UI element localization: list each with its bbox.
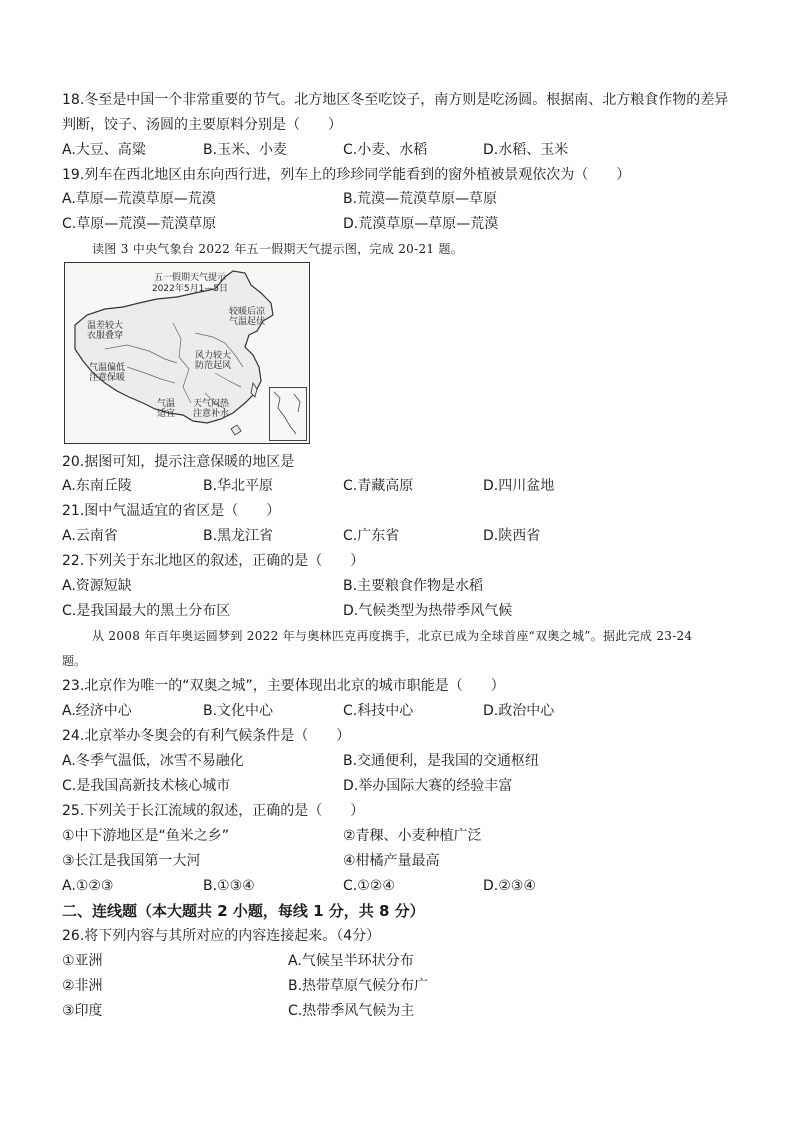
q19-option-d: D.荒漠草原—草原—荒漠: [343, 216, 499, 232]
q26-right-b: B.热带草原气候分布广: [288, 978, 429, 994]
q25-option-a: A.①②③: [62, 878, 114, 894]
map-title-line2: 2022年5月1—5日: [151, 284, 229, 294]
q21-option-c: C.广东省: [343, 528, 400, 544]
q19-option-b: B.荒漠—荒漠草原—草原: [343, 191, 498, 207]
q21-option-a: A.云南省: [62, 528, 118, 544]
q20-option-c: C.青藏高原: [343, 478, 414, 494]
q18-option-a: A.大豆、高粱: [62, 142, 146, 158]
q25-statement-4: ④柑橘产量最高: [343, 853, 440, 869]
south-china-sea-inset: [269, 387, 307, 441]
map-title-line1: 五一假期天气提示: [153, 273, 226, 283]
q23-stem: 23.北京作为唯一的“双奥之城”，主要体现出北京的城市职能是（ ）: [62, 678, 505, 694]
q26-left-3: ③印度: [62, 1003, 103, 1019]
q26-left-2: ②非洲: [62, 978, 103, 994]
q25-statement-1: ①中下游地区是“鱼米之乡”: [62, 828, 230, 844]
map-label-temp-diff-text: 温差较大 衣服叠穿: [87, 321, 124, 341]
section-2-heading: 二、连线题（本大题共 2 小题，每线 1 分，共 8 分）: [62, 902, 425, 920]
map-label-humid-text: 天气闷热 注意补水: [193, 399, 230, 419]
map-label-humid: [193, 399, 229, 419]
map-label-northeast: [229, 307, 265, 327]
q21-option-b: B.黑龙江省: [203, 528, 274, 544]
q24-option-c: C.是我国高新技术核心城市: [62, 778, 231, 794]
q23-option-c: C.科技中心: [343, 703, 414, 719]
map-label-mild: [157, 399, 175, 419]
q22-option-a: A.资源短缺: [62, 578, 132, 594]
q21-option-d: D.陕西省: [483, 528, 541, 544]
q18-option-d: D.水稻、玉米: [483, 142, 569, 158]
q22-stem: 22.下列关于东北地区的叙述，正确的是（ ）: [62, 553, 365, 569]
intro-20-21: 读图 3 中央气象台 2022 年五一假期天气提示图，完成 20-21 题。: [92, 242, 464, 256]
intro-23-24-line1: 从 2008 年百年奥运圆梦到 2022 年与奥林匹克再度携手，北京已成为全球首座“双奥之城”。据此完成 23-24: [92, 629, 693, 643]
q18-option-c: C.小麦、水稻: [343, 142, 428, 158]
q19-option-c: C.草原—荒漠—荒漠草原: [62, 216, 217, 232]
map-label-temp-diff: [87, 321, 123, 341]
q26-right-c: C.热带季风气候为主: [288, 1003, 415, 1019]
inset-outline: [270, 388, 306, 440]
q25-option-b: B.①③④: [203, 878, 255, 894]
q20-option-b: B.华北平原: [203, 478, 274, 494]
map-label-wind-text: 风力较大 防范起风: [195, 351, 232, 371]
q24-stem: 24.北京举办冬奥会的有利气候条件是（ ）: [62, 728, 351, 744]
q24-option-a: A.冬季气温低，冰雪不易融化: [62, 753, 244, 769]
map-label-cold-text: 气温偏低 注意保暖: [89, 363, 126, 383]
q26-left-1: ①亚洲: [62, 953, 103, 969]
weather-map-figure: [64, 262, 310, 444]
q20-option-d: D.四川盆地: [483, 478, 555, 494]
q24-option-b: B.交通便利，是我国的交通枢纽: [343, 753, 540, 769]
q26-stem: 26.将下列内容与其所对应的内容连接起来。（4分）: [62, 928, 381, 944]
map-label-wind: [195, 351, 231, 371]
q21-stem: 21.图中气温适宜的省区是（ ）: [62, 503, 281, 519]
q25-statement-3: ③长江是我国第一大河: [62, 853, 201, 869]
q24-option-d: D.举办国际大赛的经验丰富: [343, 778, 513, 794]
q22-option-d: D.气候类型为热带季风气候: [343, 603, 513, 619]
q25-stem: 25.下列关于长江流域的叙述，正确的是（ ）: [62, 803, 365, 819]
q23-option-a: A.经济中心: [62, 703, 132, 719]
q18-stem-line1: 18.冬至是中国一个非常重要的节气。北方地区冬至吃饺子，南方则是吃汤圆。根据南、北方粮食作物的差异: [62, 92, 729, 108]
map-label-northeast-text: 较暖后凉 气温起伏: [229, 307, 266, 327]
intro-23-24-line2: 题。: [62, 654, 87, 668]
q23-option-b: B.文化中心: [203, 703, 274, 719]
q26-right-a: A.气候呈半环状分布: [288, 953, 414, 969]
q25-statement-2: ②青稞、小麦种植广泛: [343, 828, 482, 844]
map-label-cold: [89, 363, 125, 383]
q19-option-a: A.草原—荒漠草原—荒漠: [62, 191, 216, 207]
q20-option-a: A.东南丘陵: [62, 478, 132, 494]
map-title: [145, 273, 235, 295]
q22-option-c: C.是我国最大的黑土分布区: [62, 603, 231, 619]
q22-option-b: B.主要粮食作物是水稻: [343, 578, 484, 594]
q19-stem: 19.列车在西北地区由东向西行进，列车上的珍珍同学能看到的窗外植被景观依次为（ ）: [62, 167, 631, 183]
q25-option-c: C.①②④: [343, 878, 395, 894]
q18-option-b: B.玉米、小麦: [203, 142, 288, 158]
q25-option-d: D.②③④: [483, 878, 536, 894]
q23-option-d: D.政治中心: [483, 703, 555, 719]
q18-stem-line2: 判断，饺子、汤圆的主要原料分别是（ ）: [62, 117, 342, 133]
map-label-mild-text: 气温 适宜: [157, 399, 176, 419]
q20-stem: 20.据图可知，提示注意保暖的地区是: [62, 454, 295, 470]
